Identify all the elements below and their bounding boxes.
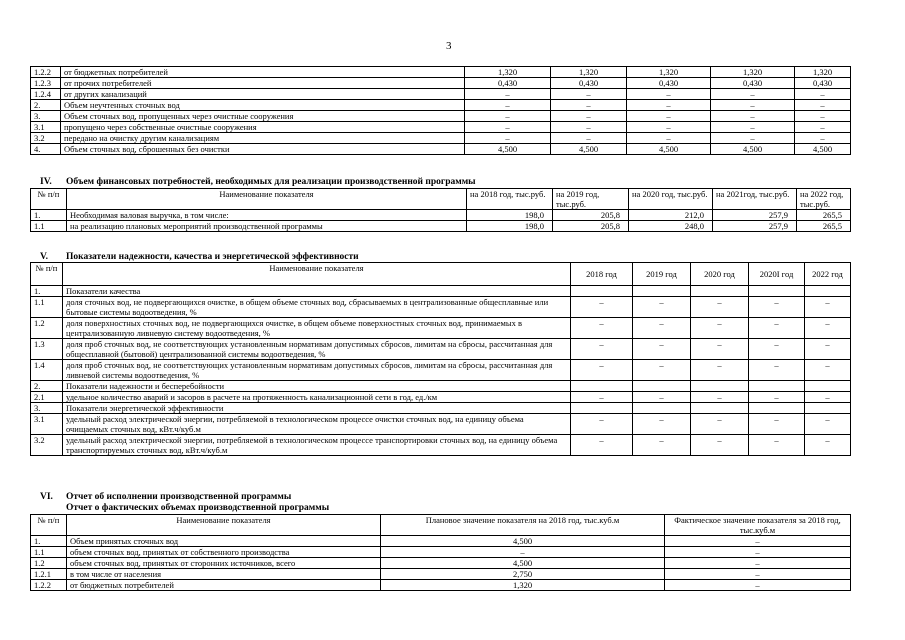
value-cell: – bbox=[795, 111, 851, 122]
value-cell bbox=[633, 403, 691, 414]
value-cell: – bbox=[571, 339, 633, 360]
value-cell: 4,500 bbox=[465, 144, 551, 155]
value-cell: – bbox=[633, 339, 691, 360]
indicator-name: Объем неучтенных сточных вод bbox=[61, 100, 465, 111]
section-5-number: V. bbox=[40, 252, 49, 262]
row-number: 1.2.1 bbox=[31, 569, 67, 580]
value-cell: – bbox=[633, 435, 691, 456]
value-cell: – bbox=[691, 392, 749, 403]
table-row bbox=[31, 569, 851, 580]
value-cell: 1,320 bbox=[465, 67, 551, 78]
continuation-table bbox=[30, 66, 851, 155]
section-6-subtitle: Отчет о фактических объемах производственной программы bbox=[66, 503, 330, 513]
value-cell bbox=[633, 381, 691, 392]
row-number: 1.1 bbox=[31, 547, 67, 558]
table-row bbox=[31, 221, 851, 232]
value-cell: – bbox=[691, 339, 749, 360]
indicator-name: Показатели энергетической эффективности bbox=[63, 403, 571, 414]
section-4-number: IV. bbox=[40, 177, 52, 187]
table-row bbox=[31, 111, 851, 122]
value-cell: – bbox=[749, 392, 805, 403]
row-number: 3. bbox=[31, 111, 61, 122]
indicator-name: доля проб сточных вод, не соответствующих установленным нормативам допустимых сбросов, лимитам на сбросы, рассчитанная для общесплавной (бытовой) централизованной системы водоотведения, % bbox=[63, 339, 571, 360]
column-header: № п/п bbox=[31, 263, 63, 286]
indicator-name: удельный расход электрической энергии, потребляемой в технологическом процессе очистки сточных вод, на единицу объема очищаемых сточных вод, кВт.ч/куб.м bbox=[63, 414, 571, 435]
value-cell: 4,500 bbox=[711, 144, 795, 155]
value-cell: 1,320 bbox=[551, 67, 627, 78]
value-cell: – bbox=[551, 100, 627, 111]
table-row bbox=[31, 318, 851, 339]
column-header: на 2018 год, тыс.руб. bbox=[467, 189, 553, 210]
value-cell: – bbox=[665, 558, 851, 569]
value-cell: – bbox=[465, 89, 551, 100]
row-number: 1.2 bbox=[31, 558, 67, 569]
value-cell: – bbox=[633, 360, 691, 381]
indicator-name: Показатели надежности и бесперебойности bbox=[63, 381, 571, 392]
value-cell: – bbox=[465, 111, 551, 122]
value-cell: – bbox=[795, 89, 851, 100]
table-row bbox=[31, 210, 851, 221]
indicator-name: от бюджетных потребителей bbox=[61, 67, 465, 78]
value-cell: – bbox=[627, 122, 711, 133]
column-header: на 2020 год, тыс.руб. bbox=[629, 189, 713, 210]
value-cell: – bbox=[633, 318, 691, 339]
value-cell bbox=[805, 403, 851, 414]
table-row bbox=[31, 536, 851, 547]
table-row bbox=[31, 414, 851, 435]
value-cell: 0,430 bbox=[465, 78, 551, 89]
row-number: 3. bbox=[31, 403, 63, 414]
indicator-name: Объем принятых сточных вод bbox=[67, 536, 381, 547]
value-cell: – bbox=[749, 339, 805, 360]
row-number: 1.2.2 bbox=[31, 67, 61, 78]
value-cell: – bbox=[795, 100, 851, 111]
value-cell: 0,430 bbox=[711, 78, 795, 89]
value-cell: – bbox=[633, 297, 691, 318]
table-header-row bbox=[31, 515, 851, 536]
row-number: 3.1 bbox=[31, 122, 61, 133]
value-cell: – bbox=[381, 547, 665, 558]
indicator-name: передано на очистку другим канализациям bbox=[61, 133, 465, 144]
row-number: 1.1 bbox=[31, 221, 67, 232]
value-cell: 1,320 bbox=[381, 580, 665, 591]
value-cell: 265,5 bbox=[797, 221, 851, 232]
value-cell: – bbox=[627, 133, 711, 144]
value-cell: – bbox=[571, 297, 633, 318]
table-row bbox=[31, 392, 851, 403]
indicator-name: от прочих потребителей bbox=[61, 78, 465, 89]
value-cell: 0,430 bbox=[627, 78, 711, 89]
value-cell bbox=[691, 403, 749, 414]
value-cell: – bbox=[571, 318, 633, 339]
column-header: на 2019 год, тыс.руб. bbox=[553, 189, 629, 210]
value-cell: – bbox=[749, 435, 805, 456]
indicator-name: доля поверхностных сточных вод, не подвергающихся очистке, в общем объеме поверхностных сточных вод, принимаемых в централизованную ливневую систему водоотведения, % bbox=[63, 318, 571, 339]
section-5-heading bbox=[40, 252, 359, 262]
value-cell: – bbox=[665, 569, 851, 580]
value-cell: – bbox=[691, 360, 749, 381]
value-cell: – bbox=[795, 122, 851, 133]
actual-volumes-table bbox=[30, 514, 851, 591]
value-cell: – bbox=[805, 339, 851, 360]
column-header: 2019 год bbox=[633, 263, 691, 286]
value-cell: 265,5 bbox=[797, 210, 851, 221]
value-cell: – bbox=[627, 111, 711, 122]
table-row bbox=[31, 297, 851, 318]
table-row bbox=[31, 78, 851, 89]
table-row bbox=[31, 381, 851, 392]
row-number: 1.1 bbox=[31, 297, 63, 318]
table-row bbox=[31, 89, 851, 100]
value-cell: – bbox=[571, 360, 633, 381]
reliability-indicators-table bbox=[30, 262, 851, 456]
value-cell: 4,500 bbox=[627, 144, 711, 155]
indicator-name: Объем сточных вод, сброшенных без очистки bbox=[61, 144, 465, 155]
value-cell: – bbox=[805, 414, 851, 435]
row-number: 3.2 bbox=[31, 133, 61, 144]
value-cell: – bbox=[749, 414, 805, 435]
column-header: 2022 год bbox=[805, 263, 851, 286]
value-cell: 4,500 bbox=[381, 536, 665, 547]
row-number: 1.2.2 bbox=[31, 580, 67, 591]
value-cell bbox=[749, 286, 805, 297]
column-header: Наименование показателя bbox=[67, 515, 381, 536]
row-number: 3.2 bbox=[31, 435, 63, 456]
row-number: 1.2.4 bbox=[31, 89, 61, 100]
column-header: на 2021год, тыс.руб. bbox=[713, 189, 797, 210]
section-6-heading bbox=[40, 492, 291, 502]
value-cell bbox=[691, 381, 749, 392]
row-number: 2. bbox=[31, 100, 61, 111]
row-number: 1.4 bbox=[31, 360, 63, 381]
section-4-heading bbox=[40, 177, 476, 187]
column-header: 2020 год bbox=[691, 263, 749, 286]
value-cell: 2,750 bbox=[381, 569, 665, 580]
value-cell: 1,320 bbox=[627, 67, 711, 78]
value-cell: 1,320 bbox=[795, 67, 851, 78]
value-cell: – bbox=[805, 318, 851, 339]
value-cell: 0,430 bbox=[551, 78, 627, 89]
value-cell bbox=[805, 381, 851, 392]
indicator-name: удельный расход электрической энергии, потребляемой в технологическом процессе транспортировки сточных вод, на единицу объема транспортируемых сточных вод, кВт.ч/куб.м bbox=[63, 435, 571, 456]
row-number: 2. bbox=[31, 381, 63, 392]
value-cell: – bbox=[749, 360, 805, 381]
value-cell: – bbox=[627, 100, 711, 111]
indicator-name: доля сточных вод, не подвергающихся очистке, в общем объеме сточных вод, сбрасываемых в централизованные общесплавные или бытовые системы водоотведения, % bbox=[63, 297, 571, 318]
value-cell bbox=[805, 286, 851, 297]
value-cell: – bbox=[795, 133, 851, 144]
column-header: 2020I год bbox=[749, 263, 805, 286]
table-row bbox=[31, 133, 851, 144]
value-cell: – bbox=[805, 435, 851, 456]
column-header: 2018 год bbox=[571, 263, 633, 286]
value-cell: 257,9 bbox=[713, 221, 797, 232]
value-cell: – bbox=[691, 318, 749, 339]
indicator-name: от бюджетных потребителей bbox=[67, 580, 381, 591]
column-header: Фактическое значение показателя за 2018 год, тыс.куб.м bbox=[665, 515, 851, 536]
value-cell: – bbox=[465, 122, 551, 133]
value-cell: – bbox=[665, 580, 851, 591]
value-cell: – bbox=[711, 133, 795, 144]
indicator-name: Необходимая валовая выручка, в том числе: bbox=[67, 210, 467, 221]
value-cell: – bbox=[805, 297, 851, 318]
value-cell bbox=[691, 286, 749, 297]
value-cell: – bbox=[805, 392, 851, 403]
value-cell: 1,320 bbox=[711, 67, 795, 78]
value-cell: 257,9 bbox=[713, 210, 797, 221]
value-cell: – bbox=[691, 435, 749, 456]
column-header: Плановое значение показателя на 2018 год, тыс.куб.м bbox=[381, 515, 665, 536]
column-header: № п/п bbox=[31, 189, 67, 210]
value-cell: 248,0 bbox=[629, 221, 713, 232]
value-cell: – bbox=[551, 133, 627, 144]
indicator-name: пропущено через собственные очистные сооружения bbox=[61, 122, 465, 133]
value-cell: – bbox=[711, 122, 795, 133]
row-number: 1. bbox=[31, 286, 63, 297]
table-row bbox=[31, 580, 851, 591]
row-number: 1. bbox=[31, 536, 67, 547]
row-number: 1.3 bbox=[31, 339, 63, 360]
row-number: 4. bbox=[31, 144, 61, 155]
value-cell: – bbox=[691, 297, 749, 318]
value-cell: – bbox=[465, 100, 551, 111]
indicator-name: на реализацию плановых мероприятий производственной программы bbox=[67, 221, 467, 232]
value-cell bbox=[633, 286, 691, 297]
value-cell: – bbox=[665, 547, 851, 558]
row-number: 2.1 bbox=[31, 392, 63, 403]
value-cell: – bbox=[665, 536, 851, 547]
table-row bbox=[31, 547, 851, 558]
value-cell: – bbox=[749, 297, 805, 318]
indicator-name: от других канализаций bbox=[61, 89, 465, 100]
value-cell: – bbox=[551, 111, 627, 122]
page-number: 3 bbox=[446, 40, 452, 52]
value-cell: 212,0 bbox=[629, 210, 713, 221]
value-cell bbox=[749, 403, 805, 414]
indicator-name: Показатели качества bbox=[63, 286, 571, 297]
table-row bbox=[31, 360, 851, 381]
indicator-name: объем сточных вод, принятых от собственного производства bbox=[67, 547, 381, 558]
column-header: Наименование показателя bbox=[63, 263, 571, 286]
value-cell: – bbox=[805, 360, 851, 381]
value-cell: – bbox=[571, 435, 633, 456]
table-row bbox=[31, 67, 851, 78]
indicator-name: объем сточных вод, принятых от сторонних источников, всего bbox=[67, 558, 381, 569]
table-row bbox=[31, 286, 851, 297]
row-number: 3.1 bbox=[31, 414, 63, 435]
table-row bbox=[31, 339, 851, 360]
value-cell: – bbox=[749, 318, 805, 339]
row-number: 1. bbox=[31, 210, 67, 221]
section-5-title: Показатели надежности, качества и энергетической эффективности bbox=[66, 252, 359, 262]
value-cell: – bbox=[571, 414, 633, 435]
table-row bbox=[31, 435, 851, 456]
indicator-name: в том числе от населения bbox=[67, 569, 381, 580]
column-header: на 2022 год, тыс.руб. bbox=[797, 189, 851, 210]
value-cell: 205,8 bbox=[553, 221, 629, 232]
value-cell: – bbox=[627, 89, 711, 100]
value-cell: 4,500 bbox=[381, 558, 665, 569]
value-cell: 198,0 bbox=[467, 221, 553, 232]
value-cell: – bbox=[551, 122, 627, 133]
table-row bbox=[31, 558, 851, 569]
table-header-row bbox=[31, 263, 851, 286]
value-cell: 4,500 bbox=[795, 144, 851, 155]
indicator-name: Объем сточных вод, пропущенных через очистные сооружения bbox=[61, 111, 465, 122]
column-header: Наименование показателя bbox=[67, 189, 467, 210]
value-cell bbox=[571, 286, 633, 297]
column-header: № п/п bbox=[31, 515, 67, 536]
value-cell: – bbox=[633, 392, 691, 403]
value-cell bbox=[571, 403, 633, 414]
value-cell: – bbox=[633, 414, 691, 435]
table-row bbox=[31, 122, 851, 133]
table-row bbox=[31, 144, 851, 155]
value-cell: 198,0 bbox=[467, 210, 553, 221]
value-cell: – bbox=[711, 100, 795, 111]
table-row bbox=[31, 403, 851, 414]
value-cell: – bbox=[711, 89, 795, 100]
value-cell bbox=[571, 381, 633, 392]
financial-needs-table bbox=[30, 188, 851, 232]
value-cell: – bbox=[571, 392, 633, 403]
value-cell: 205,8 bbox=[553, 210, 629, 221]
row-number: 1.2.3 bbox=[31, 78, 61, 89]
table-header-row bbox=[31, 189, 851, 210]
value-cell: 0,430 bbox=[795, 78, 851, 89]
indicator-name: доля проб сточных вод, не соответствующих установленным нормативам допустимых сбросов, лимитам на сбросы, рассчитанная для ливневой системы водоотведения, % bbox=[63, 360, 571, 381]
value-cell: – bbox=[551, 89, 627, 100]
row-number: 1.2 bbox=[31, 318, 63, 339]
indicator-name: удельное количество аварий и засоров в расчете на протяженность канализационной сети в год, ед./км bbox=[63, 392, 571, 403]
table-row bbox=[31, 100, 851, 111]
section-6-number: VI. bbox=[40, 492, 53, 502]
section-4-title: Объем финансовых потребностей, необходимых для реализации производственной программы bbox=[66, 177, 476, 187]
value-cell bbox=[749, 381, 805, 392]
value-cell: – bbox=[691, 414, 749, 435]
section-6-title: Отчет об исполнении производственной программы bbox=[66, 492, 292, 502]
value-cell: – bbox=[711, 111, 795, 122]
value-cell: 4,500 bbox=[551, 144, 627, 155]
value-cell: – bbox=[465, 133, 551, 144]
